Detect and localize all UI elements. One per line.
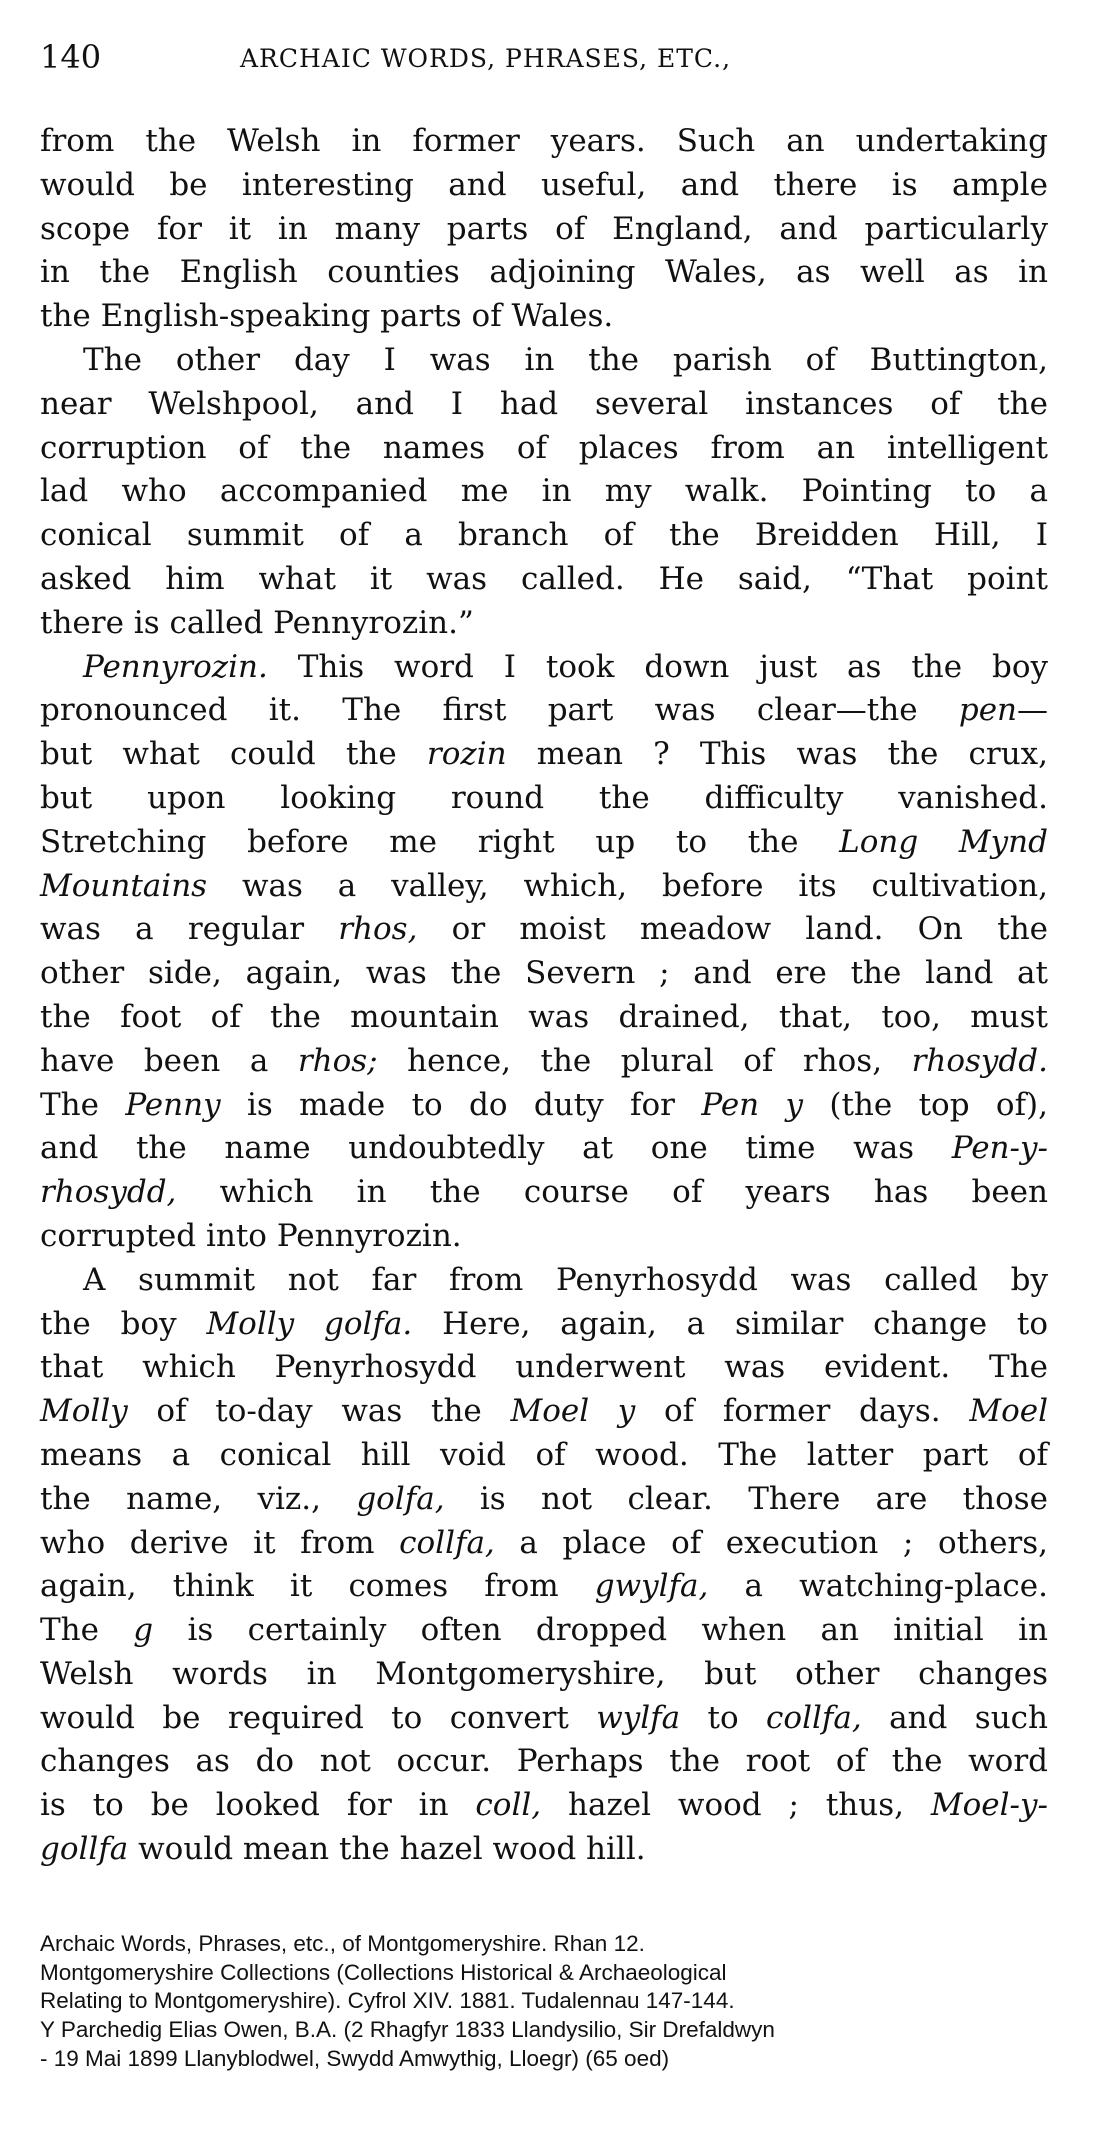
text-segment: scope for it in many parts of England, and particularly (40, 210, 1048, 247)
italic-text: golfa, (356, 1480, 445, 1517)
text-segment: is certainly often dropped when an initial in (153, 1612, 1048, 1649)
text-segment: mean ? This was the crux, (506, 736, 1048, 773)
text-segment: in the English counties adjoining Wales, as well as in (40, 254, 1048, 291)
text-segment: conical summit of a branch of the Breidden Hill, I (40, 517, 1048, 554)
text-segment: would be interesting and useful, and there is ample (40, 166, 1048, 203)
text-line (40, 1565, 1048, 1609)
text-segment: have been a (40, 1042, 298, 1079)
text-segment: again, think it comes from (40, 1568, 595, 1605)
text-segment: but upon looking round the difficulty vanished. (40, 779, 1048, 816)
text-segment: is to be looked for in (40, 1787, 476, 1824)
footer-line: Montgomeryshire Collections (Collections Historical & Archaeological (40, 1959, 727, 1985)
text-segment: the name, viz., (40, 1480, 357, 1517)
text-segment: and the name undoubtedly at one time was (40, 1130, 952, 1167)
italic-text: rhos, (338, 911, 418, 948)
text-line (40, 1127, 1048, 1171)
text-line (40, 1740, 1048, 1784)
italic-text: rhosydd. (911, 1042, 1048, 1079)
text-segment: The other day I was in the parish of Buttington, (83, 341, 1048, 378)
text-segment: This word I took down just as the boy (267, 648, 1048, 685)
italic-text: wylfa (596, 1699, 681, 1736)
text-segment: there is called Pennyrozin.” (40, 604, 474, 641)
text-line (40, 602, 1048, 646)
text-line (40, 908, 1048, 952)
text-line (40, 1040, 1048, 1084)
italic-text: rhosydd, (40, 1174, 177, 1211)
text-line (40, 295, 1048, 339)
text-segment: Welsh words in Montgomeryshire, but other changes (40, 1655, 1048, 1692)
text-segment: was a valley, which, before its cultivation, (207, 867, 1048, 904)
text-line (40, 996, 1048, 1040)
footer-line: Relating to Montgomeryshire). Cyfrol XIV. 1881. Tudalennau 147-144. (40, 1988, 735, 2014)
italic-text: rozin (426, 736, 507, 773)
text-segment: but what could the (40, 736, 427, 773)
footer-line: Archaic Words, Phrases, etc., of Montgomeryshire. Rhan 12. (40, 1931, 645, 1956)
body-text (40, 120, 1048, 1872)
text-segment: the foot of the mountain was drained, that, too, must (40, 998, 1048, 1035)
text-line (40, 208, 1048, 252)
text-segment: asked him what it was called. He said, “That point (40, 560, 1048, 597)
text-segment: a watching-place. (708, 1568, 1048, 1605)
text-segment: pronounced it. The first part was clear—the (40, 692, 959, 729)
italic-text: Pen-y- (951, 1130, 1048, 1167)
italic-text: coll, (475, 1787, 542, 1824)
text-segment: A summit not far from Penyrhosydd was called by (83, 1261, 1048, 1298)
italic-text: gollfa (40, 1831, 129, 1868)
italic-text: Pennyrozin. (83, 648, 268, 685)
text-segment: corruption of the names of places from an intelligent (40, 429, 1048, 466)
italic-text: rhos; (297, 1042, 378, 1079)
text-segment: — (1017, 692, 1048, 729)
italic-text: collfa, (766, 1699, 862, 1736)
text-segment: lad who accompanied me in my walk. Pointing to a (40, 473, 1048, 510)
text-line (40, 865, 1048, 909)
text-segment: Stretching before me right up to the (40, 823, 840, 860)
footer-line: - 19 Mai 1899 Llanyblodwel, Swydd Amwythig, Lloegr) (65 oed) (40, 2045, 670, 2071)
text-segment: the boy (40, 1305, 207, 1342)
italic-text: Penny (125, 1086, 221, 1123)
text-segment: of former days. (635, 1393, 970, 1430)
text-segment: is made to do duty for (220, 1086, 702, 1123)
text-line (40, 1828, 1048, 1872)
text-line (40, 1303, 1048, 1347)
text-segment: corrupted into Pennyrozin. (40, 1217, 462, 1254)
text-line (40, 1259, 1048, 1303)
text-segment: would mean the hazel wood hill. (128, 1831, 646, 1868)
text-line (40, 777, 1048, 821)
text-line (40, 1346, 1048, 1390)
text-line (40, 383, 1048, 427)
text-line (40, 1478, 1048, 1522)
italic-text: Mountains (40, 867, 208, 904)
text-line (40, 1171, 1048, 1215)
text-segment: near Welshpool, and I had several instances of the (40, 385, 1048, 422)
text-segment: or moist meadow land. On the (417, 911, 1048, 948)
text-segment: would be required to convert (40, 1699, 597, 1736)
text-segment: means a conical hill void of wood. The latter part of (40, 1436, 1048, 1473)
text-segment: and such (861, 1699, 1048, 1736)
text-segment: changes as do not occur. Perhaps the root of the word (40, 1743, 1048, 1780)
italic-text: Molly (40, 1393, 128, 1430)
italic-text: collfa, (399, 1524, 495, 1561)
italic-text: g (133, 1612, 154, 1649)
text-line (40, 164, 1048, 208)
text-line (40, 120, 1048, 164)
footer-line: Y Parchedig Elias Owen, B.A. (2 Rhagfyr 1833 Llandysilio, Sir Drefaldwyn (40, 2017, 775, 2043)
italic-text: Moel (969, 1393, 1048, 1430)
text-segment: from the Welsh in former years. Such an undertaking (40, 123, 1048, 159)
italic-text: Pen y (701, 1086, 804, 1123)
text-line (40, 1609, 1048, 1653)
text-line (40, 1215, 1048, 1259)
text-line (40, 1697, 1048, 1741)
text-segment: to (680, 1699, 767, 1736)
text-segment: (the top of), (803, 1086, 1048, 1123)
text-segment: that which Penyrhosydd underwent was evident. The (40, 1349, 1048, 1386)
running-title: ARCHAIC WORDS, PHRASES, ETC., (240, 44, 732, 73)
italic-text: pen (958, 692, 1017, 729)
text-segment: which in the course of years has been (176, 1174, 1048, 1211)
text-line (40, 952, 1048, 996)
text-line (40, 1653, 1048, 1697)
text-segment: other side, again, was the Severn ; and ere the land at (40, 955, 1048, 992)
text-segment: The (40, 1612, 134, 1649)
text-segment: hazel wood ; thus, (541, 1787, 931, 1824)
text-line (40, 427, 1048, 471)
text-segment: The (40, 1086, 126, 1123)
text-segment: of to-day was the (127, 1393, 511, 1430)
text-line (40, 514, 1048, 558)
text-line (40, 470, 1048, 514)
text-line (40, 339, 1048, 383)
text-line (40, 558, 1048, 602)
text-line (40, 733, 1048, 777)
text-segment: a place of execution ; others, (494, 1524, 1048, 1561)
text-segment: is not clear. There are those (444, 1480, 1049, 1517)
text-line (40, 689, 1048, 733)
text-line (40, 821, 1048, 865)
citation-footer (40, 1930, 775, 2074)
text-line (40, 1084, 1048, 1128)
italic-text: gwylfa, (594, 1568, 709, 1605)
italic-text: Moel-y- (930, 1787, 1048, 1824)
italic-text: Molly golfa. (206, 1305, 413, 1342)
italic-text: Long Mynd (839, 823, 1048, 860)
text-segment: hence, the plural of rhos, (377, 1042, 912, 1079)
text-segment: was a regular (40, 911, 339, 948)
text-line (40, 1522, 1048, 1566)
italic-text: Moel y (510, 1393, 636, 1430)
text-line (40, 1784, 1048, 1828)
text-segment: who derive it from (40, 1524, 400, 1561)
text-segment: the English-speaking parts of Wales. (40, 298, 614, 335)
text-line (40, 1390, 1048, 1434)
text-line (40, 251, 1048, 295)
text-line (40, 1434, 1048, 1478)
text-line (40, 646, 1048, 690)
text-segment: Here, again, a similar change to (412, 1305, 1049, 1342)
page-number: 140 (40, 38, 102, 76)
